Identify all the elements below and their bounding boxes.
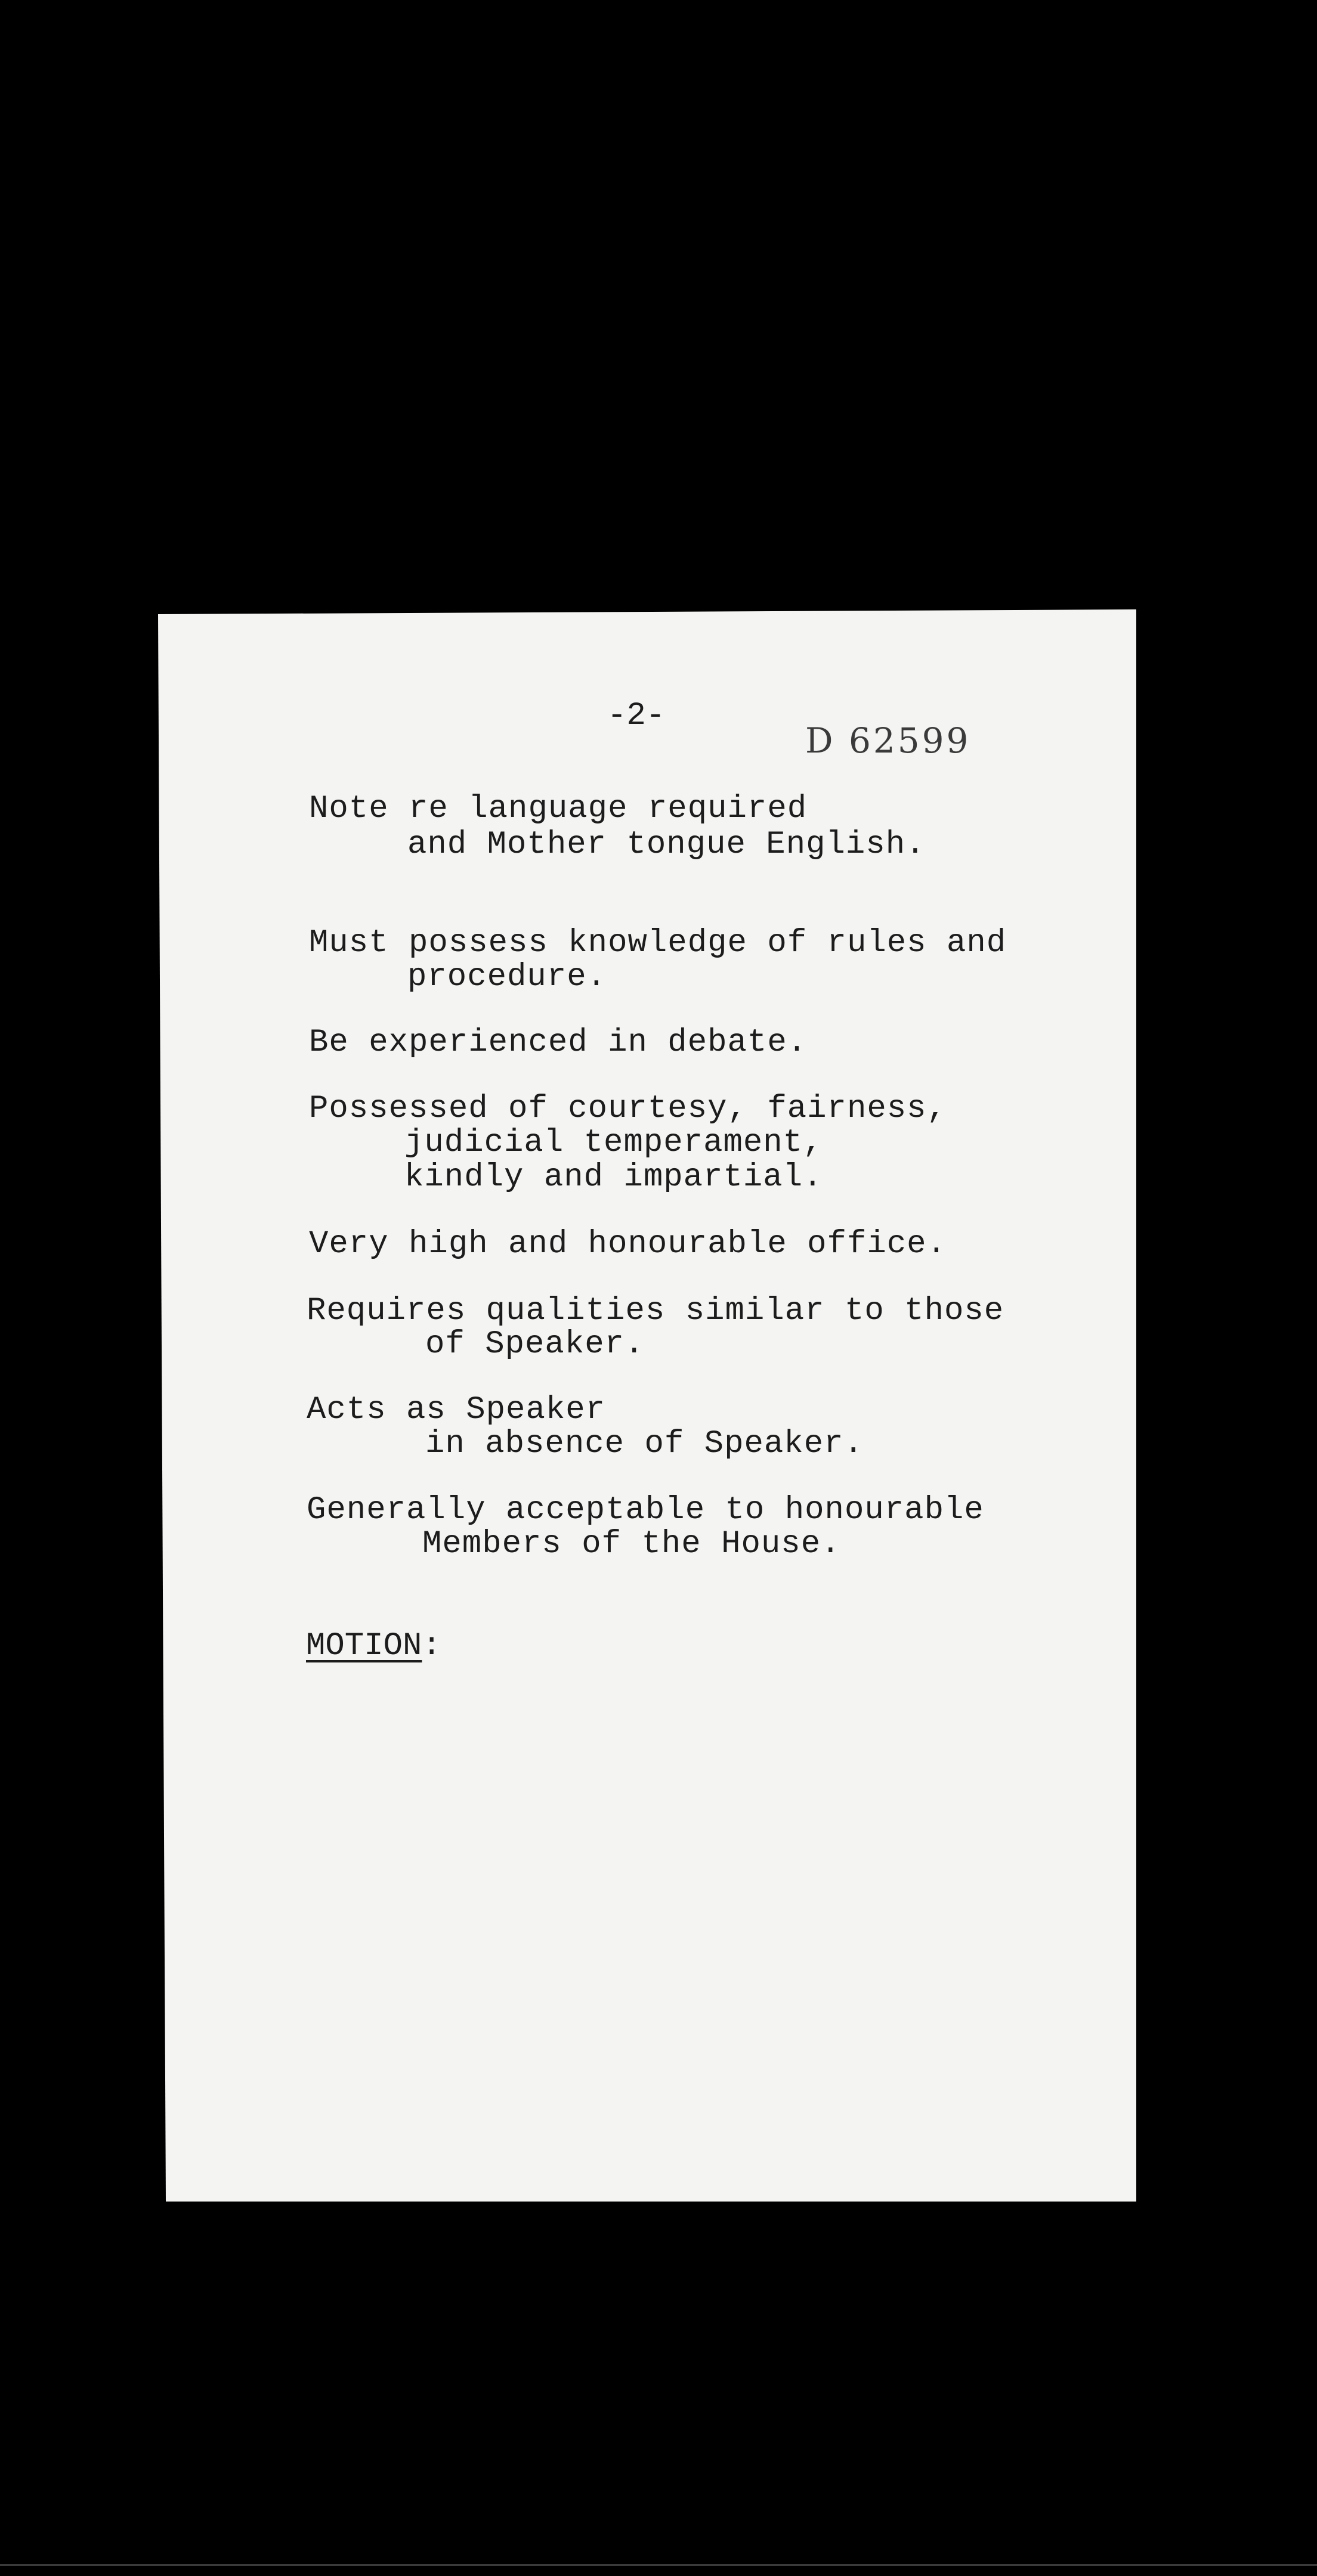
acceptable-line-2: Members of the House. <box>422 1526 841 1562</box>
qualities-line-2: of Speaker. <box>425 1326 645 1363</box>
bottom-divider <box>0 2564 1317 2566</box>
knowledge-line-2: procedure. <box>407 959 607 995</box>
acceptable-line-1: Generally acceptable to honourable <box>307 1492 984 1528</box>
qualities-line-1: Requires qualities similar to those <box>307 1293 1004 1329</box>
acts-line-1: Acts as Speaker <box>307 1392 606 1428</box>
document-reference-stamp: D 62599 <box>805 720 971 761</box>
page-number: -2- <box>607 698 666 734</box>
motion-colon: : <box>422 1628 441 1664</box>
motion-heading <box>306 1628 441 1664</box>
courtesy-line-2: judicial temperament, <box>404 1125 823 1161</box>
knowledge-line-1: Must possess knowledge of rules and <box>309 925 1007 961</box>
courtesy-line-3: kindly and impartial. <box>404 1159 823 1196</box>
courtesy-line-1: Possessed of courtesy, fairness, <box>309 1091 947 1127</box>
acts-line-2: in absence of Speaker. <box>425 1426 864 1462</box>
office-line: Very high and honourable office. <box>309 1226 947 1262</box>
note-line-1: Note re language required <box>309 791 808 827</box>
debate-line: Be experienced in debate. <box>309 1024 808 1061</box>
motion-label: MOTION <box>306 1628 422 1664</box>
note-line-2: and Mother tongue English. <box>407 826 926 863</box>
